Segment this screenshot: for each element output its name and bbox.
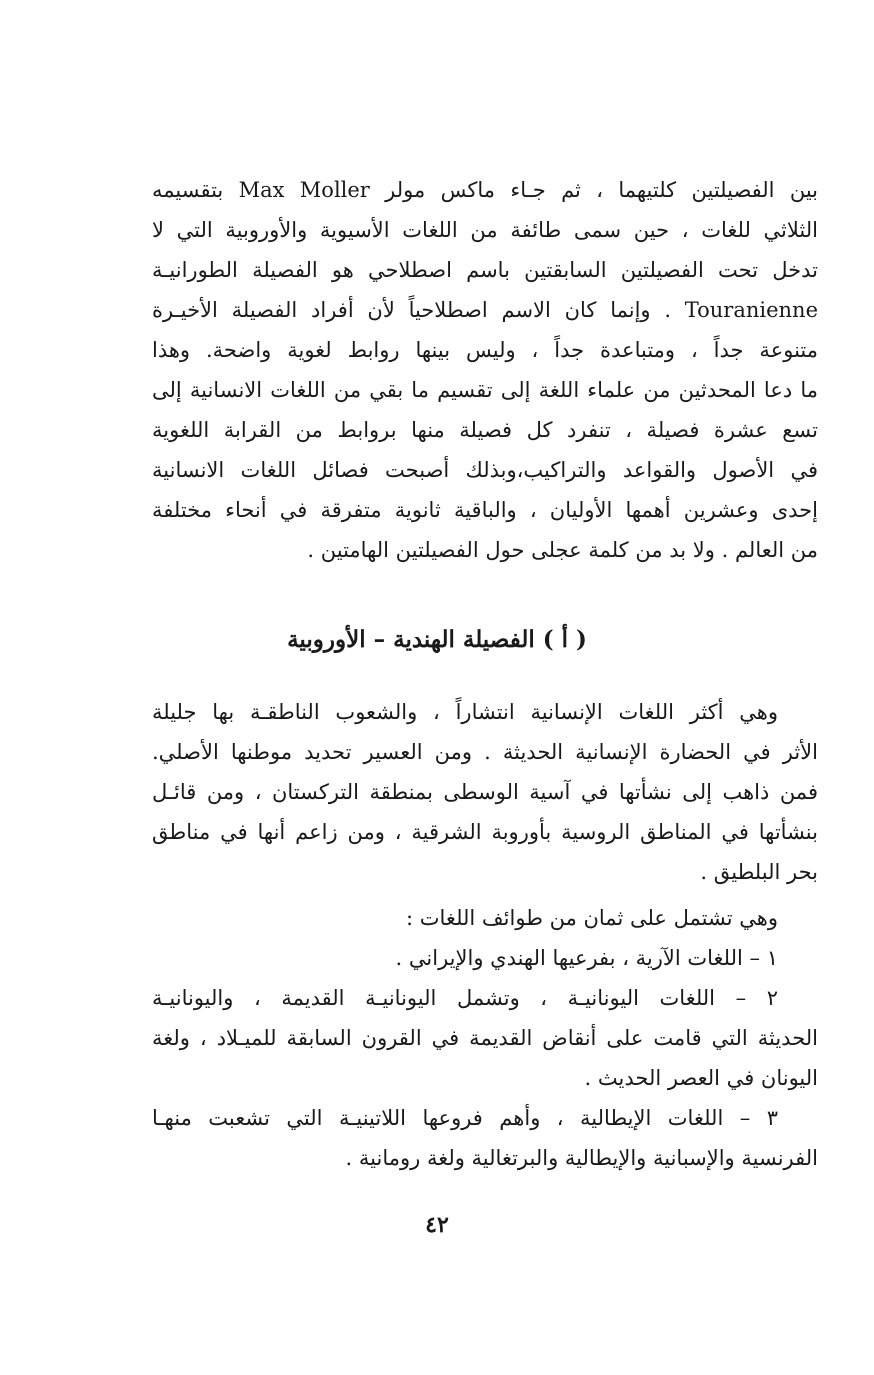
section-heading: ( أ ) الفصيلة الهندية – الأوروبية: [287, 626, 587, 653]
list-item: ٢ – اللغات اليونانيـة ، وتشمل اليونانيـة القديمة ، واليونانيـة: [152, 986, 778, 1010]
text-line: بنشأتها في المناطق الروسية بأوروبة الشرقية ، ومن زاعم أنها في مناطق: [152, 820, 818, 844]
page-number: ٤٢: [425, 1212, 449, 1238]
text-line: الأثر في الحضارة الإنسانية الحديثة . ومن العسير تحديد موطنها الأصلي.: [152, 740, 818, 764]
text-line: الحديثة التي قامت على أنقاض القديمة في القرون السابقة للميـلاد ، ولغة: [152, 1026, 818, 1050]
text-line: في الأصول والقواعد والتراكيب،وبذلك أصبحت فصائل اللغات الانسانية: [152, 458, 818, 482]
text-line: وهي أكثر اللغات الإنسانية انتشاراً ، والشعوب الناطقـة بها جليلة: [152, 700, 778, 724]
text-line: متنوعة جداً ، ومتباعدة جداً ، وليس بينها روابط لغوية واضحة. وهذا: [152, 338, 818, 362]
text-line: تدخل تحت الفصيلتين السابقتين باسم اصطلاحي هو الفصيلة الطورانيـة: [152, 258, 818, 282]
text-line: ما دعا المحدثين من علماء اللغة إلى تقسيم ما بقي من اللغات الانسانية إلى: [152, 378, 818, 402]
text-line: فمن ذاهب إلى نشأتها في آسية الوسطى بمنطقة التركستان ، ومن قائـل: [152, 780, 818, 804]
paragraph-indo-european: [152, 692, 818, 892]
text-line: من العالم . ولا بد من كلمة عجلى حول الفصيلتين الهامتين .: [307, 538, 818, 562]
text-line: Touranienne . وإنما كان الاسم اصطلاحياً لأن أفراد الفصيلة الأخيـرة: [152, 298, 818, 322]
list-item: ١ – اللغات الآرية ، بفرعيها الهندي والإيراني .: [395, 946, 778, 970]
text-line: بحر البلطيق .: [700, 860, 818, 884]
text-line: تسع عشرة فصيلة ، تنفرد كل فصيلة منها بروابط من القرابة اللغوية: [152, 418, 818, 442]
text-line: الثلاثي للغات ، حين سمى طائفة من اللغات الأسيوية والأوروبية التي لا: [152, 218, 818, 242]
paragraph-language-groups: [152, 898, 818, 1178]
text-line: إحدى وعشرين أهمها الأوليان ، والباقية ثانوية متفرقة في أنحاء مختلفة: [152, 498, 818, 522]
text-line: وهي تشتمل على ثمان من طوائف اللغات :: [406, 906, 778, 930]
text-line: اليونان في العصر الحديث .: [584, 1066, 818, 1090]
text-line: بين الفصيلتين كلتيهما ، ثم جـاء ماكس مولر Max Moller بتقسيمه: [152, 178, 818, 202]
paragraph-families-overview: [152, 170, 818, 570]
list-item: ٣ – اللغات الإيطالية ، وأهم فروعها اللاتينيـة التي تشعبت منهـا: [152, 1106, 778, 1130]
text-line: الفرنسية والإسبانية والإيطالية والبرتغالية ولغة رومانية .: [345, 1146, 818, 1170]
